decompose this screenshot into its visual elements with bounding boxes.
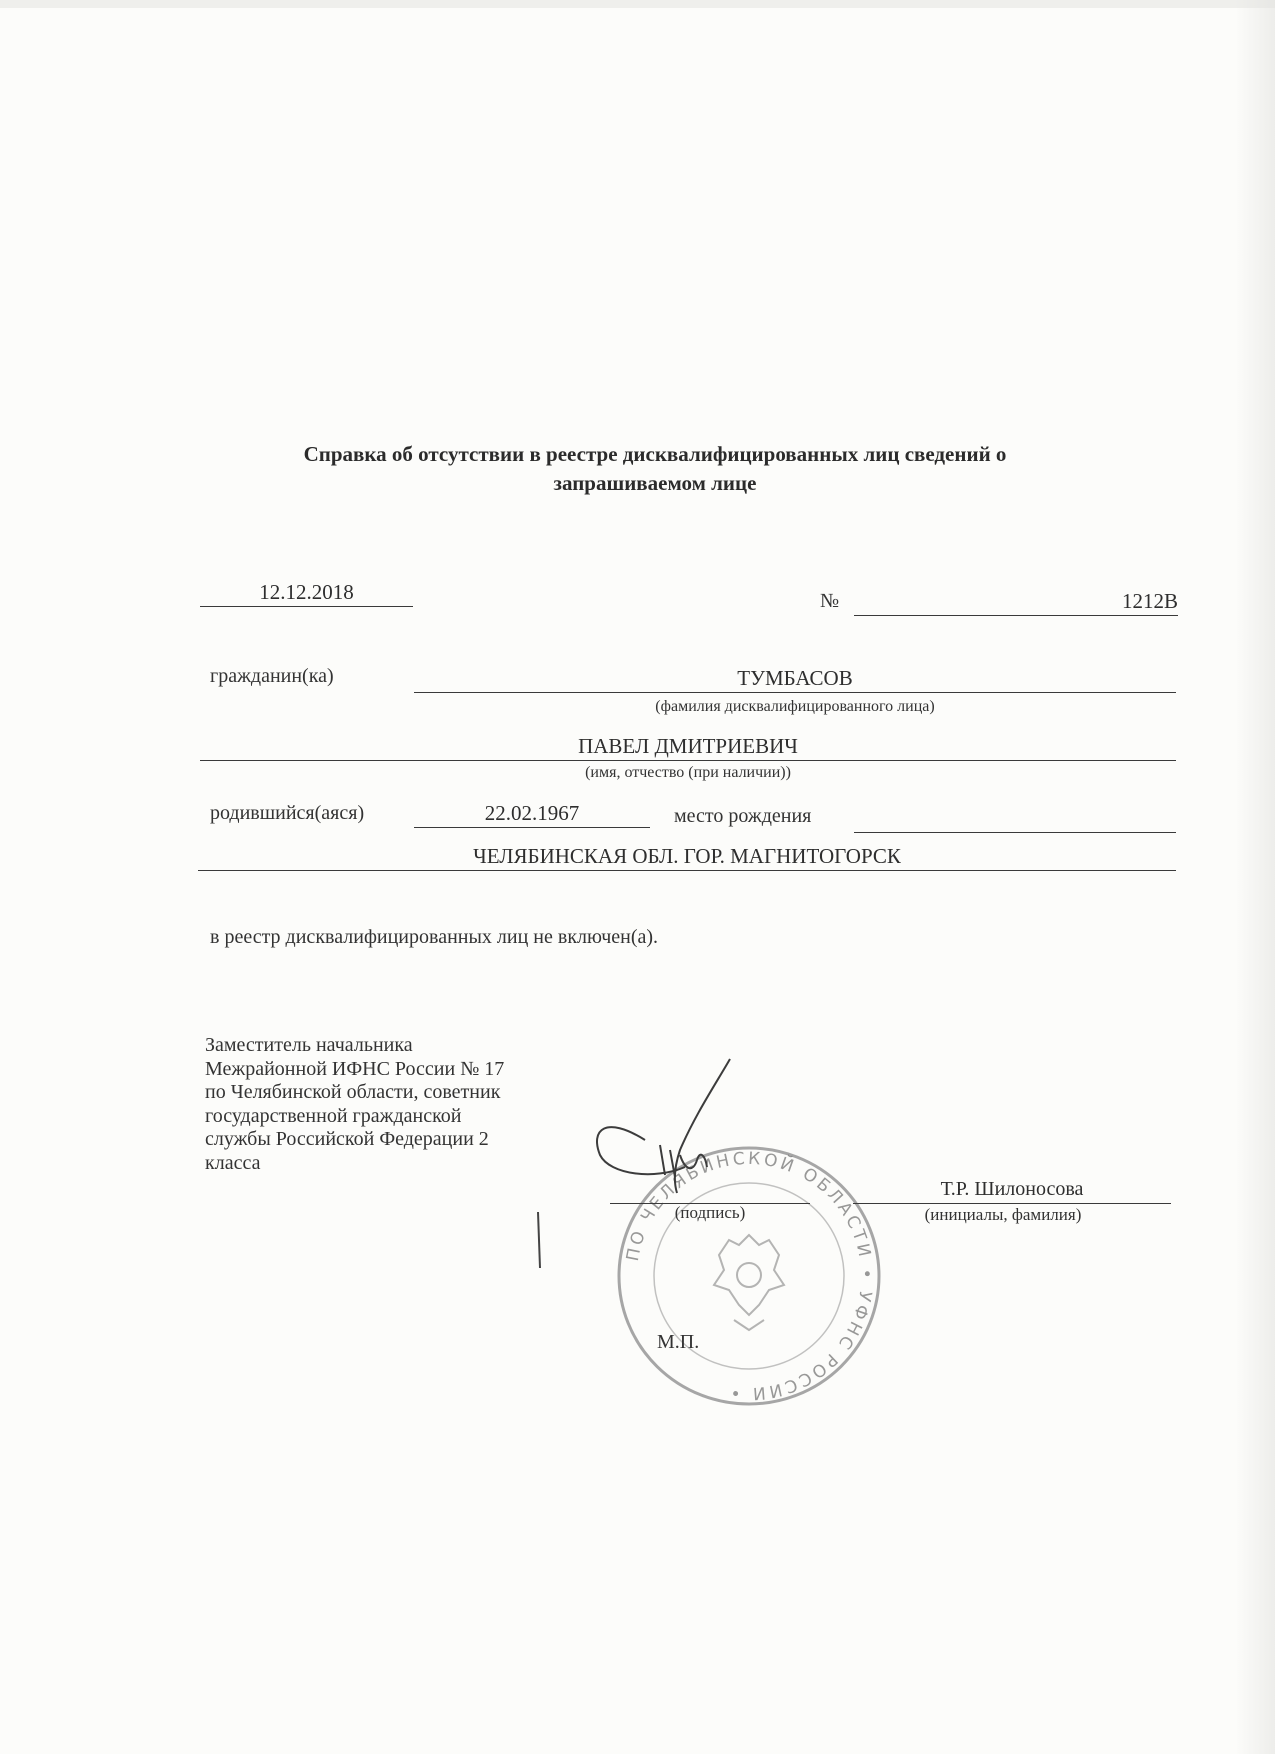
name-patronymic-field: ПАВЕЛ ДМИТРИЕВИЧ xyxy=(200,734,1176,761)
signer-position-line: Заместитель начальника xyxy=(205,1034,413,1056)
seal-text: ПО ЧЕЛЯБИНСКОЙ ОБЛАСТИ • УФНС РОССИИ • xyxy=(622,1148,877,1404)
stray-pen-mark xyxy=(536,1210,542,1270)
signer-position-line: класса xyxy=(205,1151,261,1174)
document-title: Справка об отсутствии в реестре дисквалифицированных лиц сведений о запрашиваемом лице xyxy=(303,442,1007,495)
eagle-emblem-icon xyxy=(714,1235,784,1330)
scan-edge-right xyxy=(1235,0,1275,1754)
number-field: 1212В xyxy=(854,589,1178,616)
signer-name-field: Т.Р. Шилоносова xyxy=(853,1177,1171,1204)
signer-position xyxy=(205,1034,585,1175)
birthplace-blank xyxy=(854,806,1176,833)
surname-caption: (фамилия дисквалифицированного лица) xyxy=(655,698,935,715)
signer-position-line: Межрайонной ИФНС России № 17 xyxy=(205,1057,505,1080)
registry-statement: в реестр дисквалифицированных лиц не включен(а). xyxy=(210,926,659,948)
stamp-place-label: М.П. xyxy=(657,1331,700,1353)
signer-position-line: государственной гражданской xyxy=(205,1104,462,1127)
name-caption: (имя, отчество (при наличии)) xyxy=(585,764,791,781)
signature-caption: (подпись) xyxy=(674,1203,746,1222)
birth-date-field: 22.02.1967 xyxy=(414,801,650,828)
signer-name-caption: (инициалы, фамилия) xyxy=(924,1205,1082,1224)
handwritten-signature xyxy=(585,1055,765,1205)
birthplace-label: место рождения xyxy=(674,805,812,827)
signer-position-line: службы Российской Федерации 2 xyxy=(205,1128,489,1150)
surname-field: ТУМБАСОВ xyxy=(414,666,1176,693)
birthplace-field: ЧЕЛЯБИНСКАЯ ОБЛ. ГОР. МАГНИТОГОРСК xyxy=(198,844,1176,871)
born-label: родившийся(аяся) xyxy=(210,802,365,824)
signer-position-line: по Челябинской области, советник xyxy=(205,1081,501,1103)
scan-edge-top xyxy=(0,0,1275,8)
citizen-label: гражданин(ка) xyxy=(210,665,334,687)
date-field: 12.12.2018 xyxy=(200,580,413,607)
number-sign: № xyxy=(820,590,840,612)
